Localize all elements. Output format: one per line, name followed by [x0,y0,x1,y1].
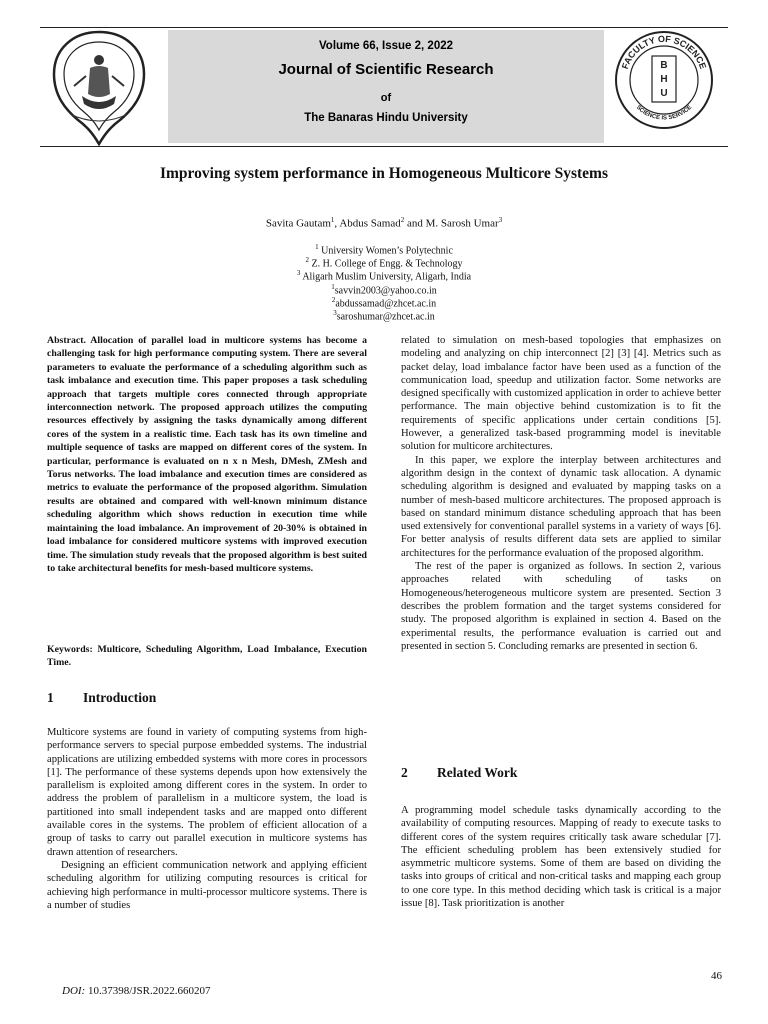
paragraph: related to simulation on mesh-based topologies that emphasizes on modeling and analyzing on chip interconnect [2] [3] [4]. Metrics such as packet delay, load imbalance factor have been used as a function of the communication load, speedup and utilization factor. Some networks are designed specifically with customized application in order to achieve better performance. The main objective behind customization is to fit the requirements of specific applications under certain conditions [5]. However, a generalized task-based programming model is inevitable solution for multicore architectures. [401,335,721,453]
doi-label: DOI: [62,985,86,997]
paragraph: Multicore systems are found in variety of computing systems from high-performance servers to special purpose embedded systems. The industrial applications are utilizing embedded systems with more cores in processors [1]. The performance of these systems depends upon how extensively the parallelism is exploited among different cores in the system. In order to address the problem of parallelism in a multicore system, the load is partitioned into small independent tasks and are mapped onto different available cores in the systems. The problem of efficient allocation of a group of tasks to carry out parallel execution in multicore systems has drawn attention of researchers. [47,727,367,858]
email-mark: 2 [331,296,336,304]
journal-volume: Volume 66, Issue 2, 2022 [318,40,454,52]
author-separator: , [334,217,340,230]
affiliation-text: University Women’s Polytechnic [318,245,453,257]
journal-name: Journal of Scientific Research [278,61,494,78]
faculty-logo-top-text: FACULTY OF SCIENCE [619,33,709,71]
faculty-logo-letter-h: H [660,74,668,85]
paragraph: In this paper, we explore the interplay between architectures and algorithm design in the context of dynamic task allocation. A dynamic scheduling algorithm is designed and evaluated by mapping tasks on a number of mesh-based multicore architectures. The proposed approach is based on standard minimum distance scheduling approach that has been used extensively for conventional parallel systems in a variety of ways [6]. For better analysis of results different data sets are applied to similar architectures for the performance evaluation of the proposed algorithm. [401,454,721,559]
email-mark: 3 [333,309,337,317]
paragraph: The rest of the paper is organized as follows. In section 2, various approaches related with scheduling of tasks on Homogeneous/heterogeneous multicore system are presented. Section 3 describes the problem formation and the target systems considered for study. The proposed algorithm is explained in section 4. Based on the experimental results, the performance evaluation is carried out and presented in section 5. Concluding remarks are presented in section 6. [401,561,721,652]
affiliation-text: Z. H. College of Engg. & Technology [308,258,463,270]
paragraph: A programming model schedule tasks dynamically according to the availability of computing resources. Mapping of ready to execute tasks to different cores of the system requires critically task aware schedular [7]. The efficient scheduling problem has been extensively studied for asymmetric multicore systems. Some of them are based on dividing the tasks into groups of critical and non-critical tasks and mapping each group to one core type. In this method deciding which task is critical is a major issue [8]. Task prioritization is another [401,805,721,910]
bhu-seal-icon [40,24,158,150]
author-affiliation-mark: 3 [498,216,503,224]
author-list [40,216,728,230]
faculty-of-science-logo [612,24,716,142]
section-heading-introduction [47,690,156,706]
keywords: Keywords: Multicore, Scheduling Algorithm, Load Imbalance, Execution Time. [47,644,367,669]
paper-title: Improving system performance in Homogeneous Multicore Systems [159,165,609,182]
doi-value: 10.37398/JSR.2022.660207 [85,985,211,997]
author-name: M. Sarosh Umar [425,217,499,230]
section-heading-related-work [401,765,517,781]
abstract: Abstract. Allocation of parallel load in multicore systems has become a challenging task for high performance computing system. There are several parameters to evaluate the performance of a scheduling algorithm such as task imbalance and execution time. This paper proposes a task scheduling approach that targets multiple cores connected through appropriate interconnection network. The proposed approach utilizes the computing resources effectively by assigning the tasks dynamically among different cores of the system in a realistic time. Each task has its own timeline and multiple sequence of tasks are mapped on different cores of the system. In particular, performance is evaluated on n x n Mesh, DMesh, ZMesh and Torus networks. The load imbalance and execution times are considered as metrics to evaluate the performance of the proposed algorithm. Simulation results are obtained and compared with well-known minimum distance scheduling algorithm which shows reduction in execution time while maintaining the load imbalance. An improvement of 20-30% is obtained in load imbalance for considered multicore systems with improved execution time. The simulation study reveals that the proposed algorithm is best suited to take architectural benefits for mesh-based multicore systems. [47,335,367,574]
author-affiliation-mark: 1 [330,216,335,224]
section-number: 2 [401,765,408,780]
author-affiliation-mark: 2 [400,216,405,224]
email-text: savvin2003@yahoo.co.in [334,285,437,297]
right-column-body [401,334,721,653]
page-number: 46 [711,970,722,982]
related-work-body [401,804,721,910]
faculty-seal-icon [612,24,716,142]
faculty-logo-bottom-text: SCIENCE IS SERVICE [634,104,694,122]
doi [62,985,211,997]
email-mark: 1 [331,283,335,291]
affiliation-text: Aligarh Muslim University, Aligarh, India [300,271,472,283]
email-text: saroshumar@zhcet.ac.in [336,311,435,323]
faculty-logo-letter-b: B [660,60,668,71]
bhu-logo [40,24,158,150]
section-title: Related Work [437,765,518,780]
section-number: 1 [47,690,54,705]
journal-of: of [380,92,392,104]
faculty-logo-letter-u: U [660,88,668,99]
journal-university: The Banaras Hindu University [304,112,468,124]
affiliation-mark: 1 [315,243,319,251]
section-title: Introduction [83,690,157,705]
author-email [40,307,728,324]
author-name: Savita Gautam [265,217,331,230]
paragraph: Designing an efficient communication network and applying efficient scheduling algorithm for utilizing computing resources is critical for achieving high performance in multi-processor multicore systems. There is a number of studies [47,859,367,911]
introduction-body [47,726,367,912]
affiliation-mark: 3 [296,269,301,277]
email-text: abdussamad@zhcet.ac.in [335,298,437,310]
affiliation-mark: 2 [305,256,309,264]
author-name: Abdus Samad [339,217,401,230]
author-separator: and [404,217,426,230]
